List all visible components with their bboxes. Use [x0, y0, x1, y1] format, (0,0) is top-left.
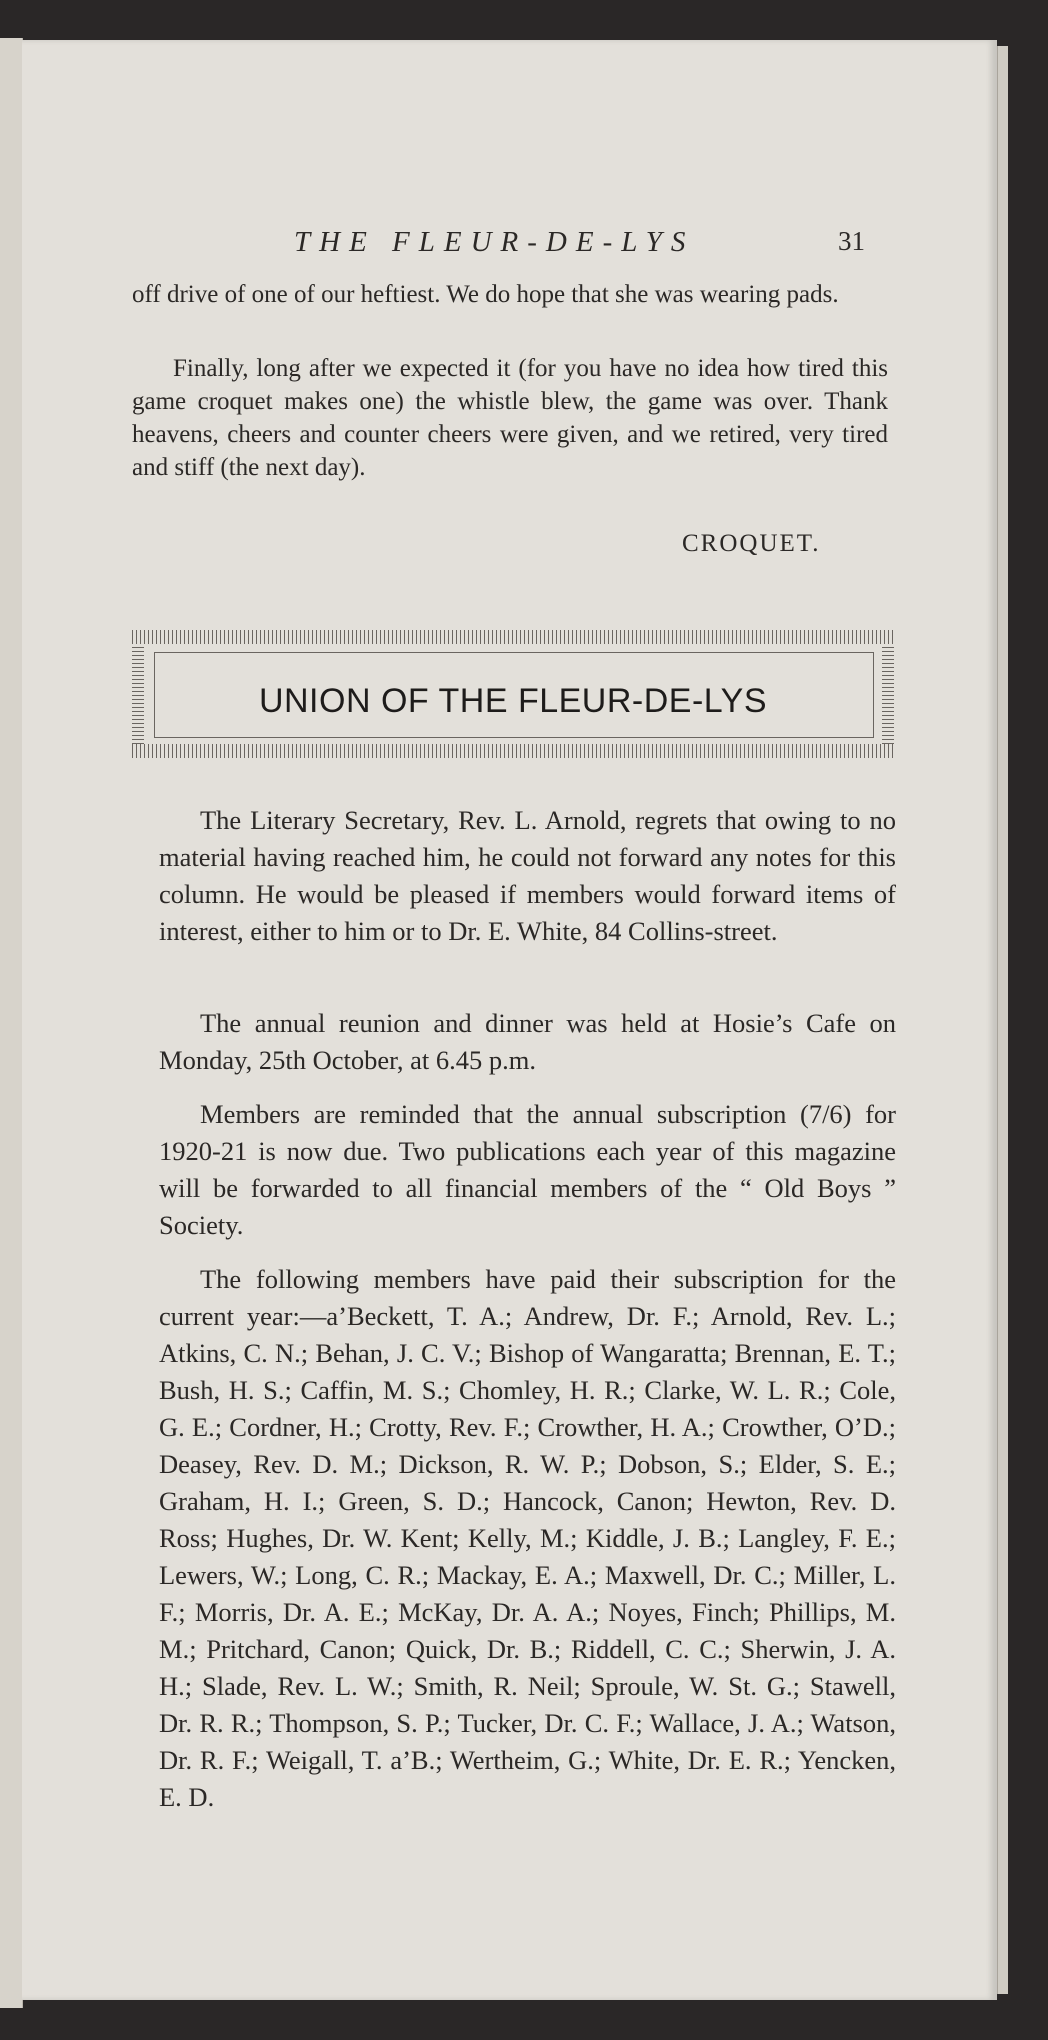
running-title: THE FLEUR-DE-LYS — [294, 226, 695, 258]
page-edge — [997, 46, 1008, 1994]
banner-border-top — [132, 630, 894, 644]
page-number: 31 — [838, 226, 865, 256]
running-head — [22, 226, 997, 266]
banner-border-bottom — [132, 744, 894, 758]
paragraph-members-list: The following members have paid their subscription for the current year:—a’Beckett, T. A.; Andrew, Dr. F.; Arnold, Rev. L.; Atkins, C. N.; Behan, J. C. V.; Bishop of Wangaratta; Brennan, E. T.; Bush, H. S.; Caffin, M. S.; Chomley, H. R.; Clarke, W. L. R.; Cole, G. E.; Cordner, H.; Crotty, Rev. F.; Crowther, H. A.; Crowther, O’D.; Deasey, Rev. D. M.; Dickson, R. W. P.; Dobson, S.; Elder, S. E.; Graham, H. I.; Green, S. D.; Hancock, Canon; Hewton, Rev. D. Ross; Hughes, Dr. W. Kent; Kelly, M.; Kiddle, J. B.; Langley, F. E.; Lewers, W.; Long, C. R.; Mackay, E. A.; Maxwell, Dr. C.; Miller, L. F.; Morris, Dr. A. E.; McKay, Dr. A. A.; Noyes, Finch; Phillips, M. M.; Pritchard, Canon; Quick, Dr. B.; Riddell, C. C.; Sherwin, J. A. H.; Slade, Rev. L. W.; Smith, R. Neil; Sproule, W. St. G.; Stawell, Dr. R. R.; Thompson, S. P.; Tucker, Dr. C. F.; Wallace, J. A.; Watson, Dr. R. F.; Weigall, T. a’B.; Wertheim, G.; White, Dr. E. R.; Yencken, E. D. — [159, 1264, 896, 1812]
paragraph-literary-secretary: The Literary Secretary, Rev. L. Arnold, regrets that owing to no material having reached him, he could not forward any notes for this column. He would be pleased if members would forward items of interest, either to him or to Dr. E. White, 84 Collins-street. — [159, 805, 896, 946]
magazine-page — [22, 40, 997, 2000]
croquet-paragraph-end: off drive of one of our heftiest. We do hope that she was wearing pads. — [132, 281, 839, 308]
paragraph-annual-reunion: The annual reunion and dinner was held at Hosie’s Cafe on Monday, 25th October, at 6.45 p.m. — [159, 1008, 896, 1075]
paragraph-subscription-notice: Members are reminded that the annual subscription (7/6) for 1920-21 is now due. Two publications each year of this magazine will be forwarded to all financial members of the “ Old Boys ” Society. — [159, 1099, 896, 1240]
left-page-spine — [0, 38, 23, 2008]
section-heading: UNION OF THE FLEUR-DE-LYS — [258, 682, 768, 720]
section-banner — [132, 630, 894, 758]
croquet-paragraph-final: Finally, long after we expected it (for you have no idea how tired this game croquet makes one) the whistle blew, the game was over. Thank heavens, cheers and counter cheers were given, and we retired, very tired and stiff (the next day). — [132, 355, 888, 481]
croquet-signoff: CROQUET. — [682, 530, 821, 557]
